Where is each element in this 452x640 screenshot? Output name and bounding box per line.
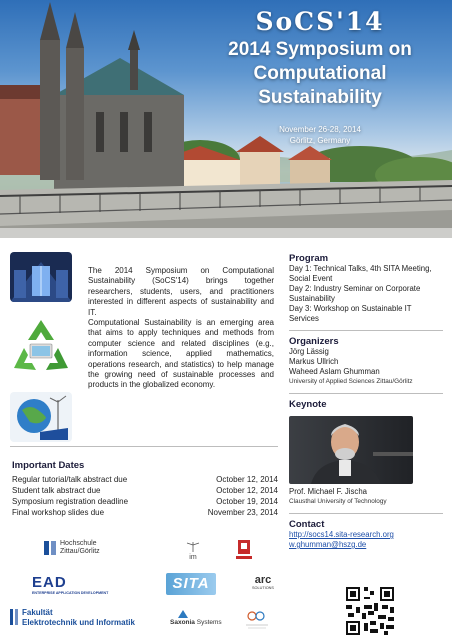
date-row [12,507,278,518]
organizer-affiliation: University of Applied Sciences Zittau/Görlitz [289,378,413,385]
partner-emblem-icon [246,610,268,630]
divider [10,446,278,447]
program-heading: Program [289,253,329,264]
contact-url-link[interactable]: http://socs14.sita-research.org [289,530,394,539]
intro-text [88,266,274,391]
program-day-2: Day 2: Industry Seminar on Corporate Sustainability [289,284,421,303]
organizers-heading: Organizers [289,336,339,347]
date-label: Student talk abstract due [12,486,101,495]
divider [289,513,443,514]
hero-banner [0,0,452,238]
organizer-name: Markus Ullrich [289,357,339,366]
contact-heading: Contact [289,519,325,530]
symposium-dates: November 26-28, 2014 [279,125,361,134]
symposium-location: Görlitz, Germany [289,136,351,145]
theme-icons [10,252,74,456]
hochschule-emblem-icon [44,541,56,555]
program-day-3: Day 3: Workshop on Sustainable IT Services [289,304,412,323]
date-label: Final workshop slides due [12,508,105,517]
program-day-1: Day 1: Technical Talks, 4th SITA Meeting, Social Event [289,264,432,283]
keynote-speaker-photo [289,416,413,484]
qr-code-icon[interactable] [344,585,396,637]
date-label: Regular tutorial/talk abstract due [12,475,128,484]
organizer-name: Waheed Aslam Ghumman [289,367,380,376]
red-crest-logo [236,540,252,562]
keynote-speaker: Prof. Michael F. Jischa [289,487,367,496]
recycle-icon [10,316,72,378]
date-label: Symposium registration deadline [12,497,129,506]
date-row [12,485,278,496]
date-value: October 12, 2014 [216,486,278,495]
date-row [12,474,278,485]
fakultaet-emblem-icon [10,609,18,625]
arc-logo: arc SOLUTIONS [252,574,274,590]
server-room-icon [10,252,72,302]
keynote-affiliation: Clausthal University of Technology [289,498,387,505]
contact-email-link[interactable]: w.ghumman@hszg.de [289,540,367,549]
symposium-title-line1: 2014 Symposium on [228,39,412,60]
im-logo: im [186,542,200,561]
saxonia-emblem-icon [178,610,188,618]
intro-paragraph-1: The 2014 Symposium on Computational Sustainability (SoCS'14) brings together researchers, students, users, and practitioners interested in different aspects of sustainability and IT. [88,266,274,317]
im-wind-icon [186,542,200,552]
important-dates-heading: Important Dates [12,460,85,471]
intro-paragraph-2: Computational Sustainability is an emerging area that aims to apply techniques and methods from computer science and related disciplines (e.g., information science, applied mathematics, operations research, and statistics) to help manage the growing need of sustainable processes and products in the globalized economy. [88,318,274,390]
ead-logo: EAD ENTERPRISE APPLICATION DEVELOPMENT [32,574,109,595]
small-partner-logo [246,610,268,632]
globe-wind-solar-icon [10,392,72,442]
sponsor-logos: Hochschule Zittau/Görlitz im EAD ENTERPRISE APPLICATION DEVELOPMENT SITA arc SOLUTIONS Fakultät Elektrotechnik und Informatik Saxonia Systems [10,538,278,638]
right-column [289,254,443,550]
important-dates [12,460,278,518]
symposium-title-line2: Computational Sustainability [253,63,387,108]
keynote-heading: Keynote [289,399,327,410]
hero-title-block [190,8,450,146]
divider [289,330,443,331]
organizer-name: Jörg Lässig [289,347,329,356]
crest-icon [236,540,252,560]
date-row [12,496,278,507]
date-value: November 23, 2014 [207,508,278,517]
divider [289,393,443,394]
socs-logo: SoCS'14 [255,7,385,36]
date-value: October 12, 2014 [216,475,278,484]
date-value: October 19, 2014 [216,497,278,506]
sita-logo: SITA [166,573,216,595]
